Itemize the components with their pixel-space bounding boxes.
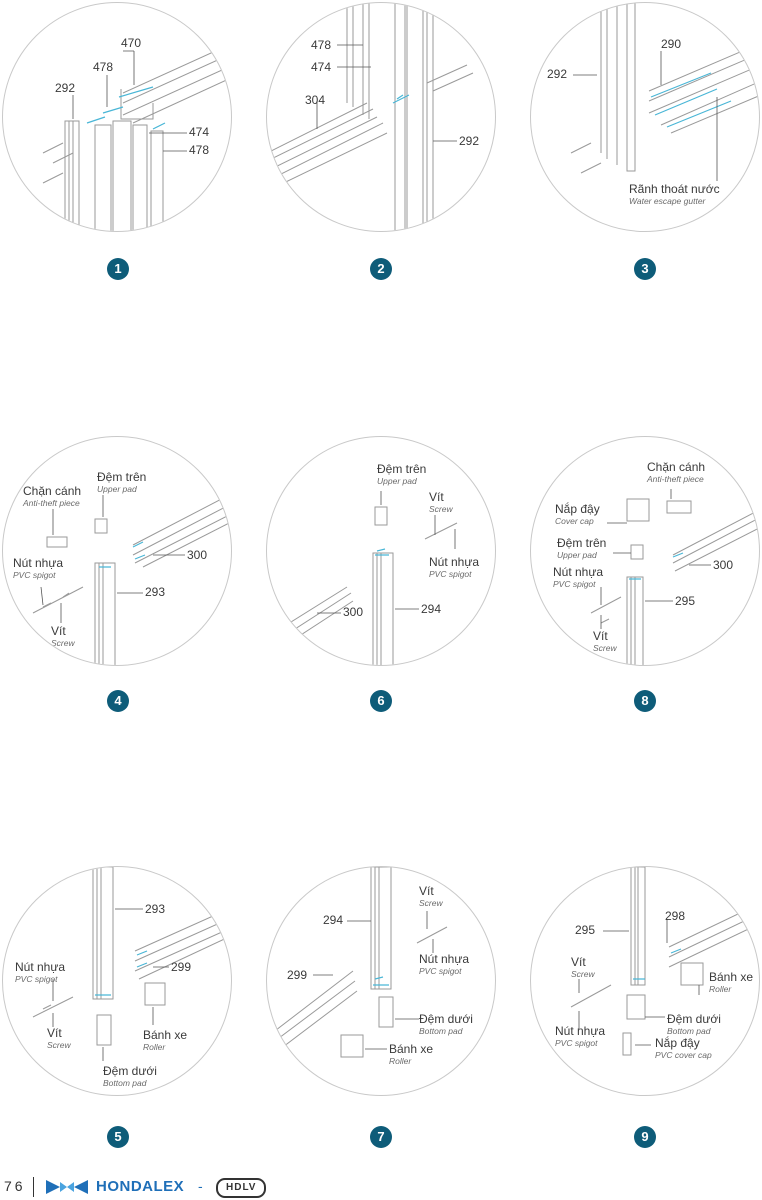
step-badge-3: 3 xyxy=(634,258,656,280)
page-number: 76 xyxy=(4,1178,26,1194)
diagram-circle-3 xyxy=(530,2,760,232)
diagram-circle-2 xyxy=(266,2,496,232)
diagram-2-label-292: 292 xyxy=(459,134,480,148)
hdlv-logo: HDLV xyxy=(216,1178,266,1198)
footer-divider xyxy=(33,1177,34,1197)
diagram-2-label-304: 304 xyxy=(305,93,326,107)
diagram-4-label-screw: Vít Screw xyxy=(51,624,75,648)
diagram-6-label-294: 294 xyxy=(421,602,442,616)
diagram-9-label-pvc-cover-cap: Nắp đậy PVC cover cap xyxy=(655,1036,712,1060)
diagram-circle-6 xyxy=(266,436,496,666)
diagram-3-label-292: 292 xyxy=(547,67,568,81)
step-badge-8: 8 xyxy=(634,690,656,712)
diagram-8-label-295: 295 xyxy=(675,594,696,608)
diagram-8-label-pvc-spigot: Nút nhựa PVC spigot xyxy=(553,565,604,589)
diagram-5-label-293: 293 xyxy=(145,902,166,916)
diagram-4-label-300: 300 xyxy=(187,548,208,562)
diagram-5-label-roller: Bánh xe Roller xyxy=(143,1028,188,1052)
step-badge-2: 2 xyxy=(370,258,392,280)
diagram-9-label-298: 298 xyxy=(665,909,686,923)
diagram-1-label-478-top: 478 xyxy=(93,60,114,74)
diagram-2-drawing xyxy=(267,3,496,232)
diagram-4-label-anti-theft: Chặn cánh Anti-theft piece xyxy=(23,484,82,508)
step-badge-7: 7 xyxy=(370,1126,392,1148)
diagram-1-label-470: 470 xyxy=(121,36,142,50)
step-badge-6: 6 xyxy=(370,690,392,712)
diagram-9-label-295: 295 xyxy=(575,923,596,937)
diagram-2-label-474: 474 xyxy=(311,60,332,74)
diagram-5-label-pvc-spigot: Nút nhựa PVC spigot xyxy=(15,960,66,984)
step-badge-5: 5 xyxy=(107,1126,129,1148)
diagram-8-label-300: 300 xyxy=(713,558,734,572)
diagram-9-label-bottom-pad: Đệm dưới Bottom pad xyxy=(667,1012,721,1036)
brand-dash: - xyxy=(198,1178,203,1194)
diagram-6-label-pvc-spigot: Nút nhựa PVC spigot xyxy=(429,555,480,579)
diagram-3-label-290: 290 xyxy=(661,37,682,51)
diagram-5-label-screw: Vít Screw xyxy=(47,1026,71,1050)
diagram-7-label-299: 299 xyxy=(287,968,308,982)
diagram-1-label-292: 292 xyxy=(55,81,76,95)
diagram-4-label-293: 293 xyxy=(145,585,166,599)
diagram-7-label-pvc-spigot: Nút nhựa PVC spigot xyxy=(419,952,470,976)
hondalex-logo-icon xyxy=(44,1176,90,1198)
diagram-circle-8 xyxy=(530,436,760,666)
diagram-6-label-screw: Vít Screw xyxy=(429,490,453,514)
diagram-8-label-cover-cap: Nắp đậy Cover cap xyxy=(555,502,600,526)
step-badge-4: 4 xyxy=(107,690,129,712)
diagram-9-label-pvc-spigot: Nút nhựa PVC spigot xyxy=(555,1024,606,1048)
diagram-7-label-bottom-pad: Đệm dưới Bottom pad xyxy=(419,1012,473,1036)
page-footer xyxy=(0,1176,762,1198)
step-badge-1: 1 xyxy=(107,258,129,280)
diagram-4-label-pvc-spigot: Nút nhựa PVC spigot xyxy=(13,556,64,580)
diagram-9-label-screw: Vít Screw xyxy=(571,955,595,979)
diagram-7-label-screw: Vít Screw xyxy=(419,884,443,908)
diagram-5-label-bottom-pad: Đệm dưới Bottom pad xyxy=(103,1064,157,1088)
diagram-3-label-water-escape-gutter: Rãnh thoát nước Water escape gutter xyxy=(629,182,720,206)
diagram-4-label-upper-pad: Đệm trên Upper pad xyxy=(97,470,147,494)
step-badge-9: 9 xyxy=(634,1126,656,1148)
diagram-8-label-anti-theft: Chặn cánh Anti-theft piece xyxy=(647,460,706,484)
diagram-8-label-upper-pad: Đệm trên Upper pad xyxy=(557,536,607,560)
diagram-1-label-474: 474 xyxy=(189,125,210,139)
diagram-1-label-478-bottom: 478 xyxy=(189,143,210,157)
diagram-5-label-299: 299 xyxy=(171,960,192,974)
diagram-circle-9 xyxy=(530,866,760,1096)
diagram-circle-4 xyxy=(2,436,232,666)
diagram-6-label-upper-pad: Đệm trên Upper pad xyxy=(377,462,427,486)
diagram-7-label-294: 294 xyxy=(323,913,344,927)
diagram-9-label-roller: Bánh xe Roller xyxy=(709,970,754,994)
diagram-1-drawing xyxy=(3,3,232,232)
diagram-6-label-300: 300 xyxy=(343,605,364,619)
diagram-circle-1 xyxy=(2,2,232,232)
diagram-circle-5 xyxy=(2,866,232,1096)
diagram-8-label-screw: Vít Screw xyxy=(593,629,617,653)
diagram-2-label-478: 478 xyxy=(311,38,332,52)
diagram-circle-7 xyxy=(266,866,496,1096)
brand-name: HONDALEX xyxy=(96,1178,185,1195)
diagram-7-label-roller: Bánh xe Roller xyxy=(389,1042,434,1066)
